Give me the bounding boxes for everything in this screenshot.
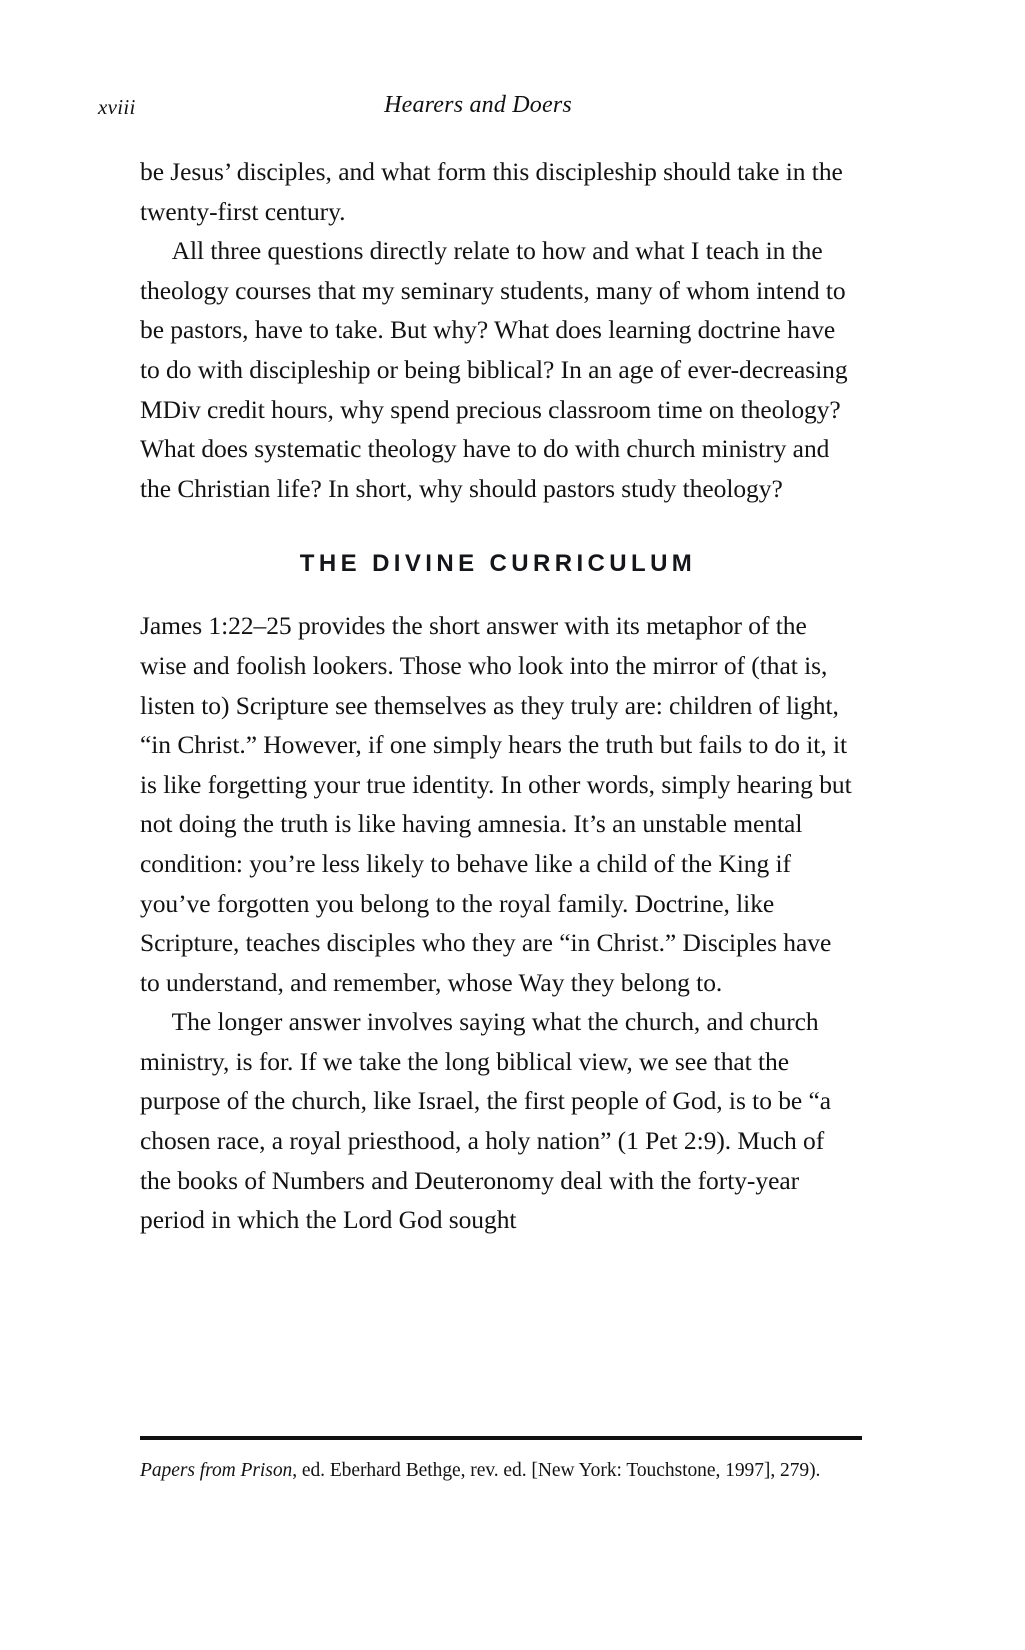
footnote-text [140, 1456, 862, 1485]
footnote-citation-rest: , ed. Eberhard Bethge, rev. ed. [New York: Touchstone, 1997], 279). [292, 1460, 821, 1481]
paragraph-james: James 1:22–25 provides the short answer with its metaphor of the wise and foolish lookers. Those who look into the mirror of (that is, listen to) Scripture see themselves as they truly are: children of light, “in Christ.” However, if one simply hears the truth but fails to do it, it is like forgetting your true identity. In other words, simply hearing but not doing the truth is like having amnesia. It’s an unstable mental condition: you’re less likely to behave like a child of the King if you’ve forgotten you belong to the royal family. Doctrine, like Scripture, teaches disciples who they are “in Christ.” Disciples have to understand, and remember, whose Way they belong to. [140, 611, 858, 997]
running-title: Hearers and Doers [384, 92, 572, 118]
footnote-source-title: Papers from Prison [140, 1460, 293, 1481]
text-column [140, 152, 856, 1240]
footnote-separator-rule [140, 1436, 862, 1440]
page-folio: xviii [98, 95, 136, 119]
section-heading: THE DIVINE CURRICULUM [299, 550, 697, 578]
footnote-area [140, 1436, 862, 1485]
paragraph-all-three-questions: All three questions directly relate to how and what I teach in the theology courses that my seminary students, many of whom intend to be pastors, have to take. But why? What does learning doctrine have to do with discipleship or being biblical? In an age of ever-decreasing MDiv credit hours, why spend precious classroom time on theology? What does systematic theology have to do with church ministry and the Christian life? In short, why should pastors study theology? [140, 236, 854, 503]
paragraph-longer-answer: The longer answer involves saying what the church, and church ministry, is for. If we take the long biblical view, we see that the purpose of the church, like Israel, the first people of God, is to be “a chosen race, a royal priesthood, a holy nation” (1 Pet 2:9). Much of the books of Numbers and Deuteronomy deal with the forty-year period in which the Lord God sought [140, 1007, 838, 1235]
running-head [98, 92, 858, 129]
paragraph-continued: be Jesus’ disciples, and what form this discipleship should take in the twenty-first century. [140, 157, 850, 226]
